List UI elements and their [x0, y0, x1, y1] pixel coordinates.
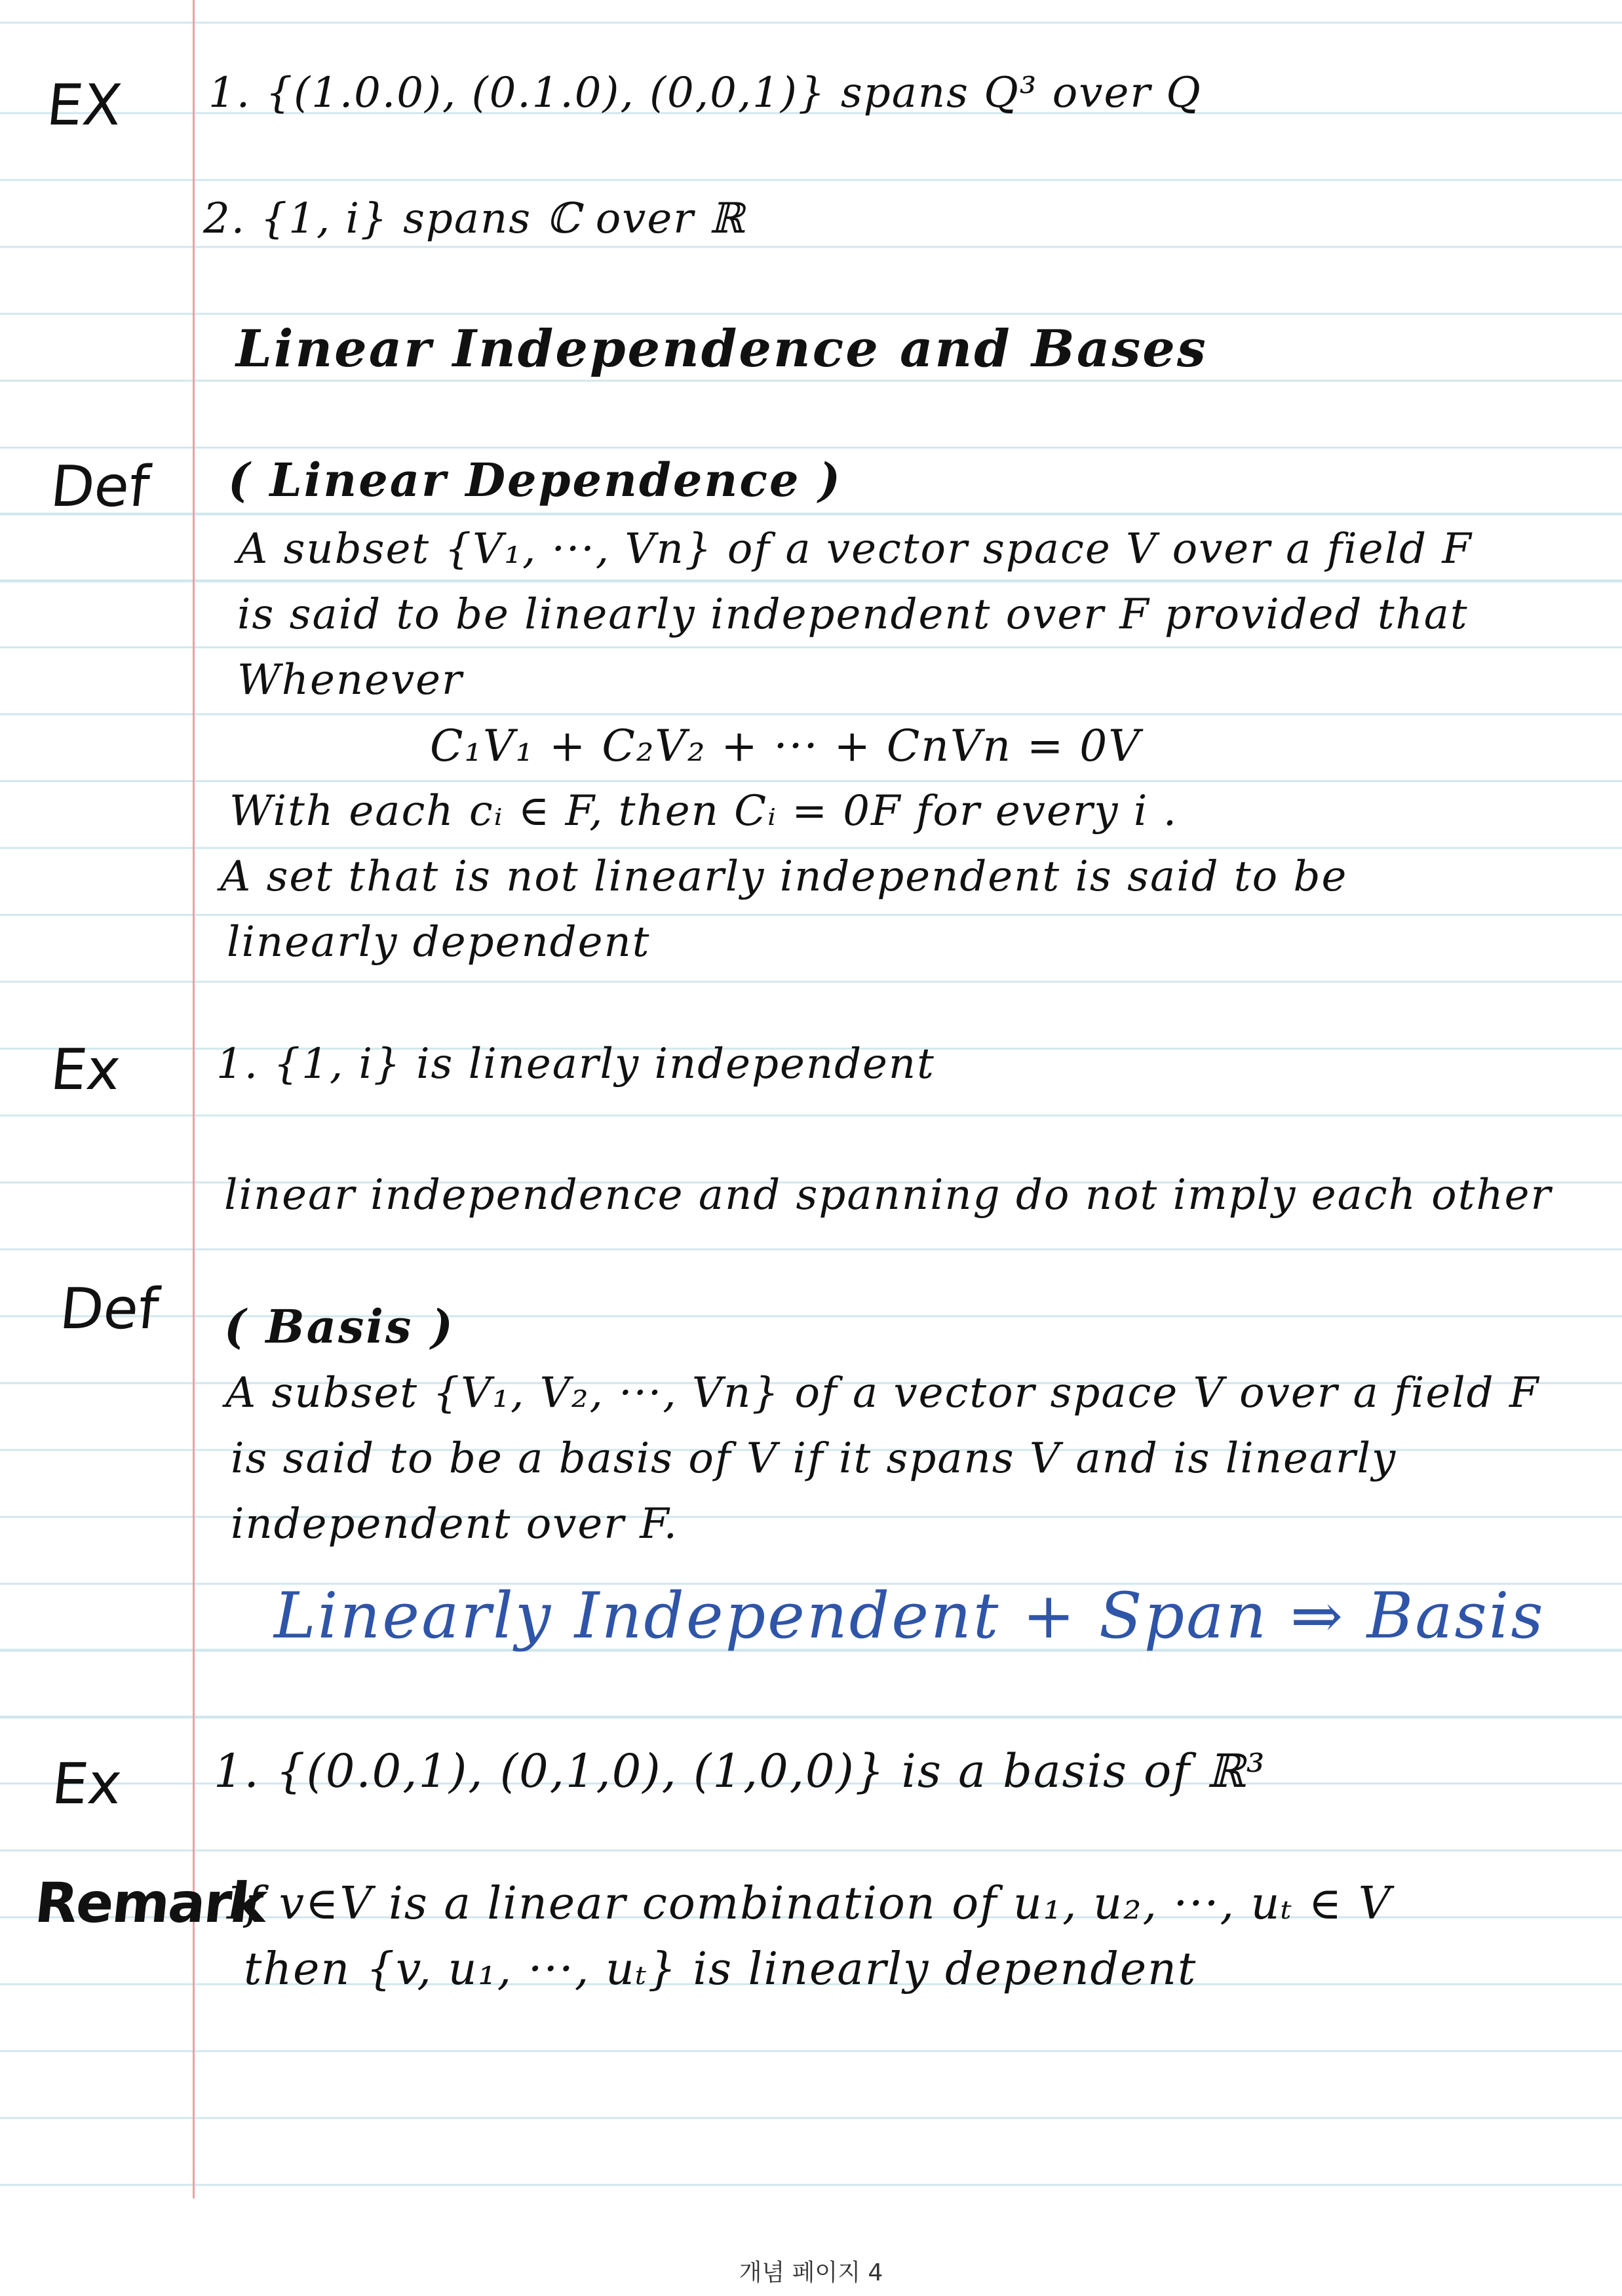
def-dependence-line-1: A subset {V₁, ···, Vn} of a vector space V over a field F: [237, 525, 1473, 573]
example-basis-item-1: 1. {(0.0,1), (0,1,0), (1,0,0)} is a basis of ℝ³: [214, 1744, 1266, 1798]
label-ex-3: Ex: [48, 1751, 125, 1817]
page-footer: 개념 페이지 4: [739, 2259, 883, 2286]
def-basis-line-2: is said to be a basis of V if it spans V and is linearly: [231, 1434, 1397, 1483]
label-ex-2: Ex: [47, 1037, 124, 1103]
def-basis-summary: Linearly Independent + Span ⇒ Basis: [274, 1579, 1545, 1653]
section-title: Linear Independence and Bases: [236, 319, 1208, 379]
def-basis-line-3: independent over F.: [231, 1500, 678, 1548]
label-def-2: Def: [56, 1276, 162, 1342]
def-basis-title: ( Basis ): [224, 1299, 455, 1354]
label-ex-1: EX: [43, 73, 125, 138]
remark-line-2: then {v, u₁, ···, uₜ} is linearly dependent: [244, 1943, 1197, 1995]
example-independent-item-1: 1. {1, i} is linearly independent: [216, 1040, 935, 1088]
example-independent-note: linear independence and spanning do not imply each other: [224, 1171, 1553, 1219]
def-dependence-line-4: With each cᵢ ∈ F, then Cᵢ = 0F for every i .: [229, 787, 1178, 835]
def-dependence-equation: C₁V₁ + C₂V₂ + ··· + CnVn = 0V: [430, 721, 1141, 771]
def-dependence-title: ( Linear Dependence ): [228, 453, 842, 507]
def-dependence-line-3: Whenever: [237, 656, 463, 704]
def-dependence-line-5: A set that is not linearly independent is said to be: [220, 852, 1348, 901]
remark-line-1: If v∈V is a linear combination of u₁, u₂, ···, uₜ ∈ V: [227, 1878, 1392, 1930]
example-span-item-2: 2. {1, i} spans ℂ over ℝ: [203, 195, 746, 243]
def-dependence-line-2: is said to be linearly independent over F provided that: [237, 590, 1469, 639]
def-basis-line-1: A subset {V₁, V₂, ···, Vn} of a vector space V over a field F: [225, 1369, 1540, 1417]
label-def-1: Def: [47, 454, 153, 520]
example-span-item-1: 1. {(1.0.0), (0.1.0), (0,0,1)} spans Q³ over Q: [208, 69, 1202, 117]
label-remark: Remark: [31, 1871, 269, 1935]
def-dependence-line-6: linearly dependent: [227, 918, 651, 966]
margin-line: [193, 0, 195, 2198]
